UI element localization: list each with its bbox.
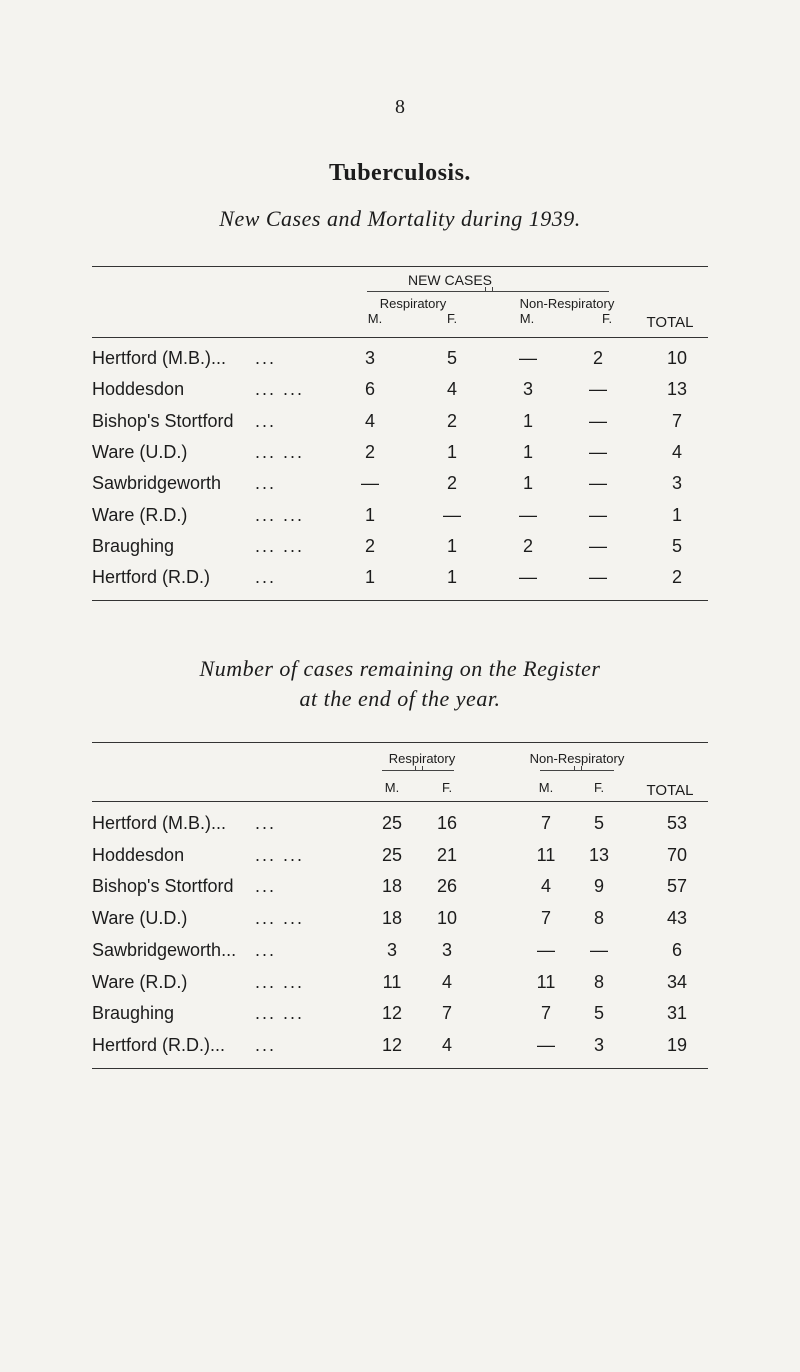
respiratory-brace bbox=[382, 770, 454, 777]
header2-respiratory: Respiratory bbox=[388, 751, 456, 766]
page-number: 8 bbox=[395, 96, 405, 118]
place-name: Hertford (M.B.)... bbox=[92, 348, 227, 368]
cell-resp-m: 3 bbox=[386, 939, 397, 960]
table-row bbox=[0, 908, 800, 938]
cell-non-f: 3 bbox=[593, 1034, 604, 1055]
cell-resp-f: 7 bbox=[441, 1003, 452, 1024]
cell-non-m: 1 bbox=[522, 473, 533, 494]
header-total: TOTAL bbox=[646, 314, 694, 331]
place-name: Hoddesdon bbox=[92, 379, 185, 400]
cell-non-m: 1 bbox=[522, 441, 533, 462]
cell-resp-f: — bbox=[443, 504, 461, 525]
cell-resp-f: 5 bbox=[446, 348, 457, 368]
leader-dots: ... ... bbox=[255, 504, 305, 525]
table-row bbox=[0, 505, 800, 535]
leader-dots: ... bbox=[255, 813, 277, 833]
leader-dots: ... ... bbox=[255, 844, 305, 865]
header-resp-f: F. bbox=[446, 311, 458, 326]
cell-non-f: 9 bbox=[593, 876, 604, 897]
header-resp-m: M. bbox=[367, 311, 383, 326]
leader-dots: ... ... bbox=[255, 971, 305, 992]
cell-resp-f: 2 bbox=[446, 473, 457, 494]
cell-resp-f: 4 bbox=[441, 1034, 452, 1055]
cell-non-f: — bbox=[589, 473, 607, 494]
header-respiratory: Respiratory bbox=[379, 296, 447, 311]
cell-resp-m: 3 bbox=[364, 348, 375, 368]
place-name: Ware (U.D.) bbox=[92, 908, 188, 929]
leader-dots: ... bbox=[255, 876, 277, 897]
cell-resp-f: 16 bbox=[436, 813, 458, 833]
cell-non-m: — bbox=[537, 1034, 555, 1055]
cell-non-f: 8 bbox=[593, 971, 604, 992]
header-bottom-rule bbox=[92, 337, 708, 338]
cell-non-m: 7 bbox=[540, 908, 551, 929]
cell-resp-f: 4 bbox=[446, 379, 457, 400]
cell-total: 6 bbox=[671, 939, 682, 960]
group-header-new-cases: NEW CASES bbox=[407, 272, 492, 288]
table2-top-rule bbox=[92, 742, 708, 743]
table-top-rule bbox=[92, 266, 708, 267]
register-caption-line1: Number of cases remaining on the Register bbox=[199, 656, 601, 681]
cell-total: 4 bbox=[671, 441, 682, 462]
cell-non-m: — bbox=[519, 567, 537, 588]
table-row bbox=[0, 348, 800, 378]
cell-non-f: — bbox=[589, 379, 607, 400]
cell-non-m: 1 bbox=[522, 410, 533, 431]
cell-total: 13 bbox=[666, 379, 688, 400]
place-name: Ware (R.D.) bbox=[92, 504, 188, 525]
cell-non-m: — bbox=[519, 504, 537, 525]
register-caption-line2: at the end of the year. bbox=[299, 686, 501, 711]
cell-resp-m: 25 bbox=[381, 844, 403, 865]
cell-resp-m: 12 bbox=[381, 1034, 403, 1055]
header2-resp-m: M. bbox=[384, 780, 400, 795]
header2-total: TOTAL bbox=[646, 782, 694, 799]
cell-resp-m: 25 bbox=[381, 813, 403, 833]
place-name: Hertford (R.D.) bbox=[92, 567, 211, 588]
cell-resp-m: 18 bbox=[381, 908, 403, 929]
table-row bbox=[0, 411, 800, 441]
cell-resp-f: 26 bbox=[436, 876, 458, 897]
cell-non-f: — bbox=[589, 410, 607, 431]
cell-resp-m: 11 bbox=[382, 971, 402, 992]
cell-total: 5 bbox=[671, 535, 682, 556]
cell-resp-f: 21 bbox=[436, 844, 458, 865]
cell-non-f: 5 bbox=[593, 1003, 604, 1024]
cell-resp-m: 1 bbox=[364, 567, 375, 588]
cell-resp-f: 4 bbox=[441, 971, 452, 992]
cell-resp-f: 10 bbox=[436, 908, 458, 929]
cell-non-f: — bbox=[590, 939, 608, 960]
place-name: Ware (U.D.) bbox=[92, 441, 188, 462]
cell-non-f: 13 bbox=[588, 844, 610, 865]
place-name: Hertford (M.B.)... bbox=[92, 813, 227, 833]
place-name: Hoddesdon bbox=[92, 844, 185, 865]
header2-non-f: F. bbox=[593, 780, 605, 795]
cell-non-m: 3 bbox=[522, 379, 533, 400]
header-non-respiratory: Non-Respiratory bbox=[519, 296, 615, 311]
table2-bottom-rule bbox=[92, 1068, 708, 1069]
cell-resp-f: 1 bbox=[446, 535, 457, 556]
page-subtitle: New Cases and Mortality during 1939. bbox=[219, 206, 581, 231]
cell-resp-f: 3 bbox=[441, 939, 452, 960]
cell-total: 19 bbox=[666, 1034, 688, 1055]
leader-dots: ... bbox=[255, 410, 277, 431]
cell-resp-m: 4 bbox=[364, 410, 375, 431]
cell-non-f: — bbox=[589, 535, 607, 556]
cell-resp-f: 1 bbox=[446, 567, 457, 588]
cell-total: 53 bbox=[666, 813, 688, 833]
leader-dots: ... ... bbox=[255, 908, 305, 929]
cell-resp-f: 2 bbox=[446, 410, 457, 431]
cell-total: 57 bbox=[666, 876, 688, 897]
place-name: Braughing bbox=[92, 535, 175, 556]
cell-total: 1 bbox=[671, 504, 682, 525]
cell-non-f: — bbox=[589, 567, 607, 588]
table-row bbox=[0, 536, 800, 566]
header2-bottom-rule bbox=[92, 801, 708, 802]
cell-total: 3 bbox=[671, 473, 682, 494]
cell-resp-m: 2 bbox=[364, 535, 375, 556]
cell-total: 2 bbox=[671, 567, 682, 588]
table-row bbox=[0, 940, 800, 970]
table-row bbox=[0, 972, 800, 1002]
place-name: Sawbridgeworth bbox=[92, 473, 222, 494]
leader-dots: ... ... bbox=[255, 441, 305, 462]
leader-dots: ... bbox=[255, 473, 277, 494]
table-row bbox=[0, 473, 800, 503]
cell-total: 10 bbox=[666, 348, 688, 368]
cell-non-f: — bbox=[589, 504, 607, 525]
header2-resp-f: F. bbox=[441, 780, 453, 795]
table-row bbox=[0, 442, 800, 472]
cell-non-f: — bbox=[589, 441, 607, 462]
place-name: Bishop's Stortford bbox=[92, 410, 234, 431]
cell-non-m: 11 bbox=[536, 844, 556, 865]
leader-dots: ... bbox=[255, 939, 277, 960]
place-name: Hertford (R.D.)... bbox=[92, 1034, 226, 1055]
leader-dots: ... ... bbox=[255, 1003, 305, 1024]
place-name: Ware (R.D.) bbox=[92, 971, 188, 992]
header-non-m: M. bbox=[519, 311, 535, 326]
cell-non-m: 7 bbox=[540, 1003, 551, 1024]
cell-non-f: 2 bbox=[592, 348, 603, 368]
place-name: Braughing bbox=[92, 1003, 175, 1024]
table-row bbox=[0, 1003, 800, 1033]
header-non-f: F. bbox=[601, 311, 613, 326]
leader-dots: ... ... bbox=[255, 535, 305, 556]
cell-non-m: 11 bbox=[536, 971, 556, 992]
cell-resp-m: 1 bbox=[364, 504, 375, 525]
cell-non-f: 5 bbox=[593, 813, 604, 833]
cell-total: 31 bbox=[666, 1003, 688, 1024]
cell-non-f: 8 bbox=[593, 908, 604, 929]
cell-total: 34 bbox=[666, 971, 688, 992]
cell-total: 43 bbox=[666, 908, 688, 929]
place-name: Sawbridgeworth... bbox=[92, 939, 237, 960]
cell-non-m: 4 bbox=[540, 876, 551, 897]
table-row bbox=[0, 379, 800, 409]
non-respiratory-brace bbox=[540, 770, 614, 777]
page-title: Tuberculosis. bbox=[329, 160, 471, 186]
cell-non-m: — bbox=[519, 348, 537, 368]
cell-non-m: 7 bbox=[540, 813, 551, 833]
cell-resp-f: 1 bbox=[446, 441, 457, 462]
place-name: Bishop's Stortford bbox=[92, 876, 234, 897]
table-row bbox=[0, 1035, 800, 1065]
table-row bbox=[0, 845, 800, 875]
cell-total: 7 bbox=[671, 410, 682, 431]
leader-dots: ... ... bbox=[255, 379, 305, 400]
table-row bbox=[0, 813, 800, 843]
table-row bbox=[0, 876, 800, 906]
leader-dots: ... bbox=[255, 348, 277, 368]
cell-resp-m: — bbox=[361, 473, 379, 494]
cell-resp-m: 12 bbox=[381, 1003, 403, 1024]
cell-non-m: — bbox=[537, 939, 555, 960]
cell-resp-m: 18 bbox=[381, 876, 403, 897]
table-bottom-rule bbox=[92, 600, 708, 601]
cell-total: 70 bbox=[666, 844, 688, 865]
leader-dots: ... bbox=[255, 567, 277, 588]
cell-resp-m: 6 bbox=[364, 379, 375, 400]
table-row bbox=[0, 567, 800, 597]
header2-non-m: M. bbox=[538, 780, 554, 795]
header2-non-respiratory: Non-Respiratory bbox=[529, 751, 625, 766]
cell-non-m: 2 bbox=[522, 535, 533, 556]
cell-resp-m: 2 bbox=[364, 441, 375, 462]
leader-dots: ... bbox=[255, 1034, 277, 1055]
